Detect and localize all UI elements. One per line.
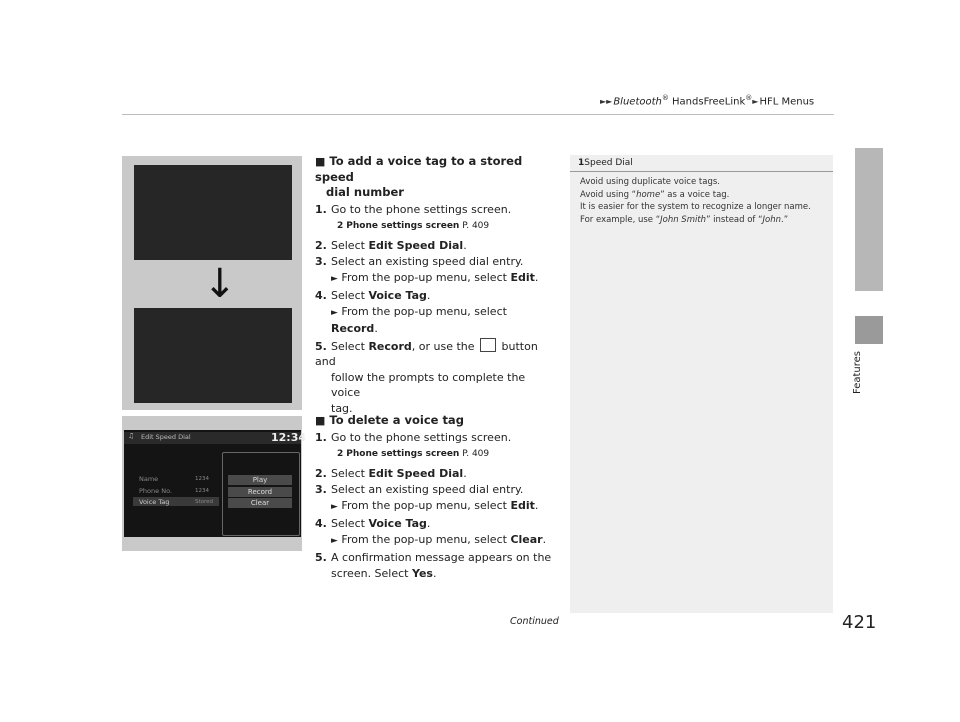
- page-reference: 2 Phone settings screen P. 409: [337, 449, 490, 459]
- continued-label: Continued: [510, 616, 559, 627]
- step-1: 1. Go to the phone settings screen.: [315, 202, 512, 216]
- step-4: 4. Select Voice Tag.: [315, 289, 431, 302]
- step-3: 3. Select an existing speed dial entry.: [315, 483, 524, 496]
- breadcrumb-brand: Bluetooth: [613, 96, 662, 108]
- step-4-sub: ► From the pop-up menu, select Record.: [331, 304, 507, 335]
- reference-icon: 2: [337, 221, 344, 231]
- step-4: 4. Select Voice Tag.: [315, 517, 431, 530]
- note-title: 1Speed Dial: [578, 158, 633, 168]
- step-3: 3. Select an existing speed dial entry.: [315, 255, 524, 268]
- note-text: Avoid using duplicate voice tags. Avoid using “home” as a voice tag. It is easier for the system to recognize a longer name. For example, use “John Smith” instead of “John.”: [580, 177, 811, 225]
- step-4-sub: ► From the pop-up menu, select Clear.: [331, 532, 547, 546]
- step-2: 2. Select Edit Speed Dial.: [315, 466, 467, 480]
- screen-row-label: Name: [139, 475, 159, 483]
- note-rule: [570, 171, 833, 172]
- step-5: 5. A confirmation message appears on the: [315, 551, 552, 564]
- step-2: 2. Select Edit Speed Dial.: [315, 238, 467, 252]
- breadcrumb-arrows: ►►: [600, 97, 613, 107]
- registered-mark: ®: [661, 94, 669, 102]
- step-5: 5. Select Record, or use the button and: [315, 339, 538, 368]
- section-add-voice-tag: ■ To add a voice tag to a stored speed dial number 1. Go to the phone settings screen. 2 Phone settings screen P. 409 2. Select Edit Speed Dial. 3. Select an existing speed dial entry. ► From the pop-up menu, select Edit. 4. Select Voice Tag. ► From the pop-up menu, select Record. 5. Select Record, or use the button and follow the prompts to complete the voice tag.: [315, 154, 555, 416]
- screen-row-label: Phone No.: [139, 487, 172, 495]
- breadcrumb: [600, 94, 814, 107]
- menu-record-button: Record: [228, 487, 292, 497]
- screen-row-label: Voice Tag: [139, 498, 170, 506]
- menu-play-button: Play: [228, 475, 292, 485]
- section-delete-voice-tag: ■ To delete a voice tag 1. Go to the phone settings screen. 2 Phone settings screen P. 409 2. Select Edit Speed Dial. 3. Select an existing speed dial entry. ► From the pop-up menu, select Edit. 4. Select Voice Tag. ► From the pop-up menu, select Clear. 5. A confirmation message appears on the screen. Select Yes.: [315, 413, 555, 581]
- music-note-icon: ♫: [128, 432, 135, 440]
- arrow-down-icon: ↓: [203, 261, 237, 307]
- note-icon: 1: [578, 158, 585, 168]
- page-reference: 2 Phone settings screen P. 409: [337, 221, 490, 231]
- side-tab: [855, 148, 883, 291]
- square-bullet-icon: ■: [315, 414, 326, 427]
- registered-mark-2: ®: [745, 94, 753, 102]
- header-rule: [122, 114, 834, 115]
- breadcrumb-arrow: ►: [752, 97, 759, 107]
- reference-link: Phone settings screen: [346, 449, 460, 459]
- breadcrumb-product: HandsFreeLink: [668, 96, 746, 108]
- square-bullet-icon: ■: [315, 155, 326, 168]
- screen-row-value: 1234: [195, 476, 209, 482]
- side-tab-active: [855, 316, 883, 344]
- step-3-sub: ► From the pop-up menu, select Edit.: [331, 270, 539, 284]
- talk-button-icon: [480, 338, 496, 352]
- screen-placeholder-top: [134, 165, 292, 260]
- section-title: ■ To delete a voice tag: [315, 413, 464, 427]
- screen-clock: 12:34: [271, 431, 307, 444]
- reference-icon: 2: [337, 449, 344, 459]
- section-title: ■ To add a voice tag to a stored speed dial number: [315, 154, 523, 199]
- step-1: 1. Go to the phone settings screen.: [315, 430, 512, 444]
- screen-row-value: Stored: [195, 499, 214, 505]
- step-3-sub: ► From the pop-up menu, select Edit.: [331, 498, 539, 512]
- side-label: Features: [852, 351, 863, 394]
- reference-link: Phone settings screen: [346, 221, 460, 231]
- page-number: 421: [842, 612, 877, 633]
- screen-placeholder-bottom: [134, 308, 292, 403]
- menu-clear-button: Clear: [228, 498, 292, 508]
- screen-title: Edit Speed Dial: [141, 433, 191, 441]
- breadcrumb-menu: HFL Menus: [759, 96, 815, 108]
- screen-row-value: 1234: [195, 488, 209, 494]
